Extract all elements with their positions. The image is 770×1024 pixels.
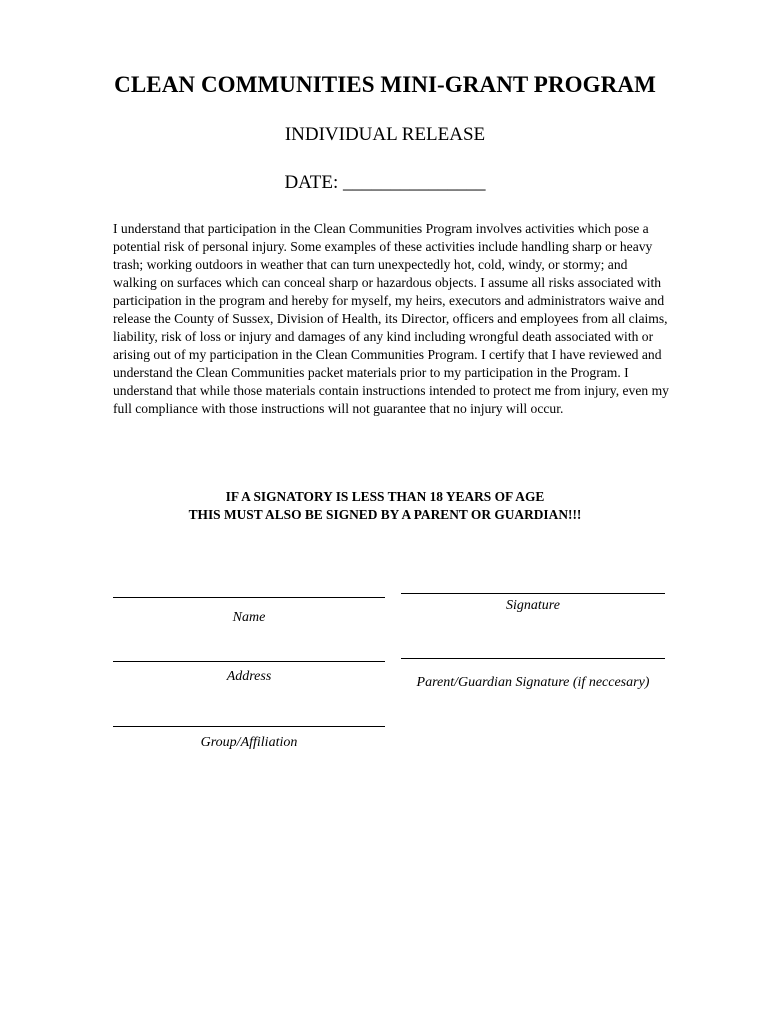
signature-label: Signature xyxy=(506,598,560,613)
minor-warning-line-1: IF A SIGNATORY IS LESS THAN 18 YEARS OF AGE xyxy=(225,489,545,504)
guardian-signature-line[interactable] xyxy=(401,658,665,659)
address-field[interactable] xyxy=(113,661,385,685)
date-field[interactable]: DATE: _______________ xyxy=(284,172,486,193)
group-affiliation-label: Group/Affiliation xyxy=(200,735,298,750)
guardian-signature-label: Parent/Guardian Signature (if neccesary) xyxy=(416,675,650,690)
document-subtitle: INDIVIDUAL RELEASE xyxy=(284,124,486,145)
address-label: Address xyxy=(226,669,272,684)
release-paragraph: I understand that participation in the Clean Communities Program involves activities which pose a potential risk of personal injury. Some examples of these activities include handling sharp or heavy trash; working outdoors in weather that can turn unexpectedly hot, cold, windy, or stormy; and walking on surfaces which can conceal sharp or hazardous objects. I assume all risks associated with participation in the program and hereby for myself, my heirs, executors and administrators waive and release the County of Sussex, Division of Health, its Director, officers and employees from all claims, liability, risk of loss or injury and damages of any kind including wrongful death associated with or arising out of my participation in the Clean Communities Program. I certify that I have reviewed and understand the Clean Communities packet materials prior to my participation in the Program. I understand that while those materials contain instructions intended to protect me from injury, even my full compliance with those instructions will not guarantee that no injury will occur. xyxy=(113,221,669,416)
guardian-signature-field[interactable] xyxy=(401,658,665,691)
minor-warning-line-2: THIS MUST ALSO BE SIGNED BY A PARENT OR GUARDIAN!!! xyxy=(188,507,582,522)
signature-line[interactable] xyxy=(401,593,665,594)
address-line[interactable] xyxy=(113,661,385,662)
name-label: Name xyxy=(232,610,266,625)
name-signature-line[interactable] xyxy=(113,597,385,598)
document-title: CLEAN COMMUNITIES MINI-GRANT PROGRAM xyxy=(114,72,656,97)
signature-field[interactable] xyxy=(401,593,665,614)
name-field[interactable] xyxy=(113,597,385,626)
group-affiliation-line[interactable] xyxy=(113,726,385,727)
group-affiliation-field[interactable] xyxy=(113,726,385,751)
minor-warning xyxy=(0,488,770,524)
